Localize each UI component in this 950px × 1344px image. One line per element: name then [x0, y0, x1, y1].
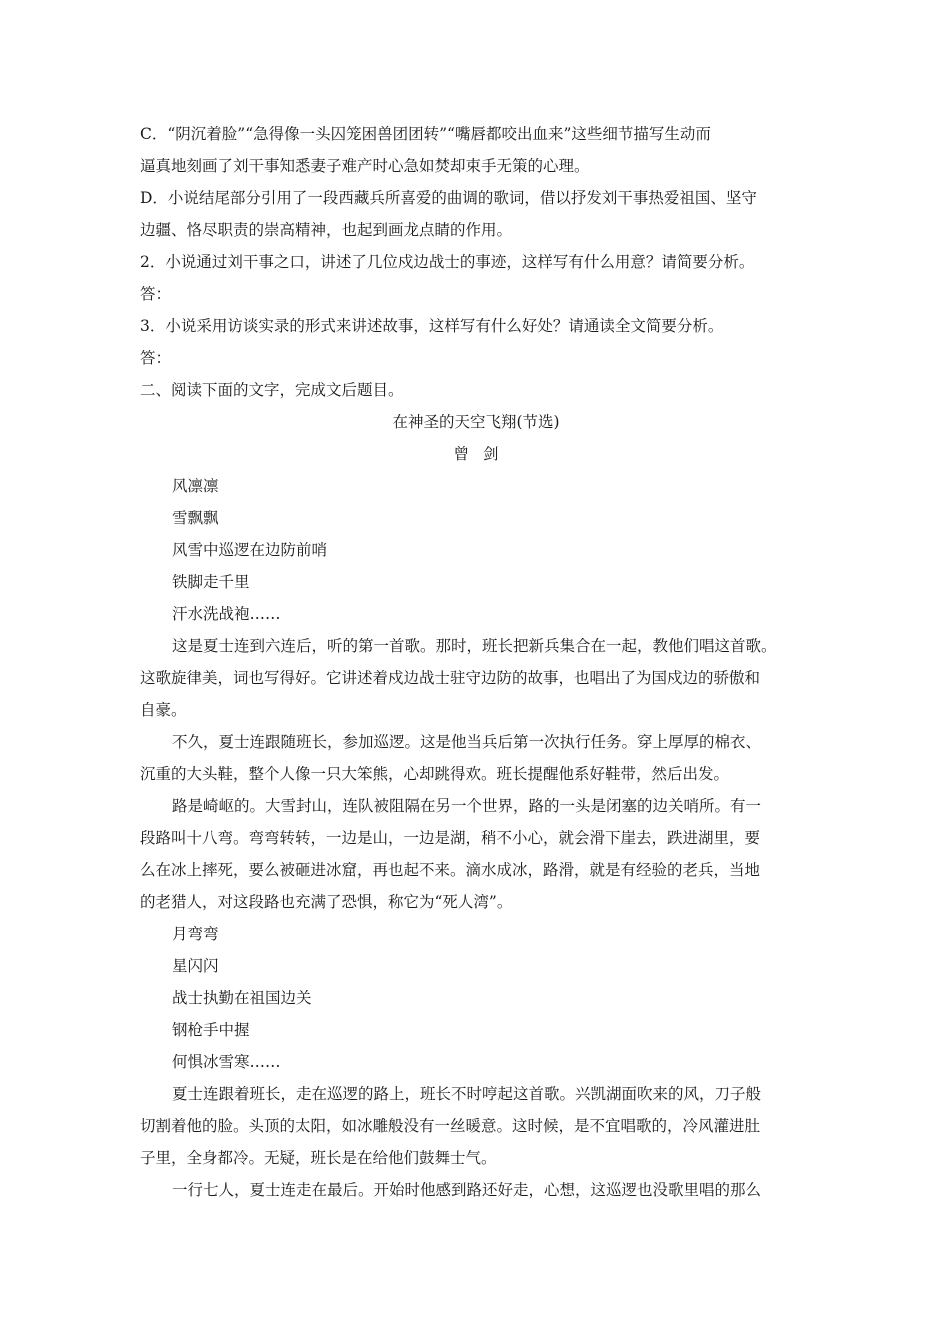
para-1-line-3: 自豪。 — [140, 701, 187, 719]
poem-2-line-3: 战士执勤在祖国边关 — [172, 989, 312, 1007]
para-2-line-1: 不久，夏士连跟随班长，参加巡逻。这是他当兵后第一次执行任务。穿上厚厚的棉衣、 — [172, 733, 762, 751]
para-1-line-2: 这歌旋律美，词也写得好。它讲述着戍边战士驻守边防的故事，也唱出了为国戍边的骄傲和 — [140, 669, 761, 687]
para-5-line-1: 一行七人，夏士连走在最后。开始时他感到路还好走，心想，这巡逻也没歌里唱的那么 — [172, 1181, 762, 1199]
option-c-line-1: C．“阴沉着脸”“急得像一头囚笼困兽团团转”“嘴唇都咬出血来”这些细节描写生动而 — [140, 125, 711, 143]
poem-2-line-5: 何惧冰雪寒…… — [172, 1053, 281, 1071]
article-author: 曾剑 — [453, 445, 513, 463]
poem-1-line-1: 风凛凛 — [172, 477, 219, 495]
para-4-line-3: 子里，全身都冷。无疑，班长是在给他们鼓舞士气。 — [140, 1149, 497, 1167]
poem-1-line-5: 汗水洗战袍…… — [172, 605, 281, 623]
article-title: 在神圣的天空飞翔(节选) — [392, 413, 560, 431]
poem-2-line-2: 星闪闪 — [172, 957, 219, 975]
section-2-heading: 二、阅读下面的文字，完成文后题目。 — [140, 381, 404, 399]
para-1-line-1: 这是夏士连到六连后，听的第一首歌。那时，班长把新兵集合在一起，教他们唱这首歌。 — [172, 637, 777, 655]
para-4-line-1: 夏士连跟着班长，走在巡逻的路上，班长不时哼起这首歌。兴凯湖面吹来的风，刀子般 — [172, 1085, 762, 1103]
poem-1-line-2: 雪飘飘 — [172, 509, 219, 527]
question-2-answer: 答： — [140, 285, 172, 303]
option-c-line-2: 逼真地刻画了刘干事知悉妻子难产时心急如焚却束手无策的心理。 — [140, 157, 590, 175]
para-3-line-3: 么在冰上摔死，要么被砸进冰窟，再也起不来。滴水成冰，路滑，就是有经验的老兵，当地 — [140, 861, 761, 879]
option-d-line-2: 边疆、恪尽职责的崇高精神，也起到画龙点睛的作用。 — [140, 221, 513, 239]
question-3-answer: 答： — [140, 349, 172, 367]
para-3-line-4: 的老猎人，对这段路也充满了恐惧，称它为“死人湾”。 — [140, 893, 513, 911]
option-d-line-1: D．小说结尾部分引用了一段西藏兵所喜爱的曲调的歌词，借以抒发刘干事热爱祖国、坚守 — [140, 189, 757, 207]
para-2-line-2: 沉重的大头鞋，整个人像一只大笨熊，心却跳得欢。班长提醒他系好鞋带，然后出发。 — [140, 765, 730, 783]
para-4-line-2: 切割着他的脸。头顶的太阳，如冰雕般没有一丝暖意。这时候，是不宜唱歌的，冷风灌进肚 — [140, 1117, 761, 1135]
poem-1-line-3: 风雪中巡逻在边防前哨 — [172, 541, 328, 559]
poem-2-line-4: 钢枪手中握 — [172, 1021, 250, 1039]
para-3-line-1: 路是崎岖的。大雪封山，连队被阻隔在另一个世界，路的一头是闭塞的边关哨所。有一 — [172, 797, 762, 815]
question-3: 3．小说采用访谈实录的形式来讲述故事，这样写有什么好处？请通读全文简要分析。 — [140, 317, 724, 335]
question-2: 2．小说通过刘干事之口，讲述了几位戍边战士的事迹，这样写有什么用意？请简要分析。 — [140, 253, 755, 271]
para-3-line-2: 段路叫十八弯。弯弯转转，一边是山，一边是湖，稍不小心，就会滑下崖去，跌进湖里，要 — [140, 829, 761, 847]
poem-1-line-4: 铁脚走千里 — [172, 573, 250, 591]
document-page — [140, 118, 812, 1206]
poem-2-line-1: 月弯弯 — [172, 925, 219, 943]
